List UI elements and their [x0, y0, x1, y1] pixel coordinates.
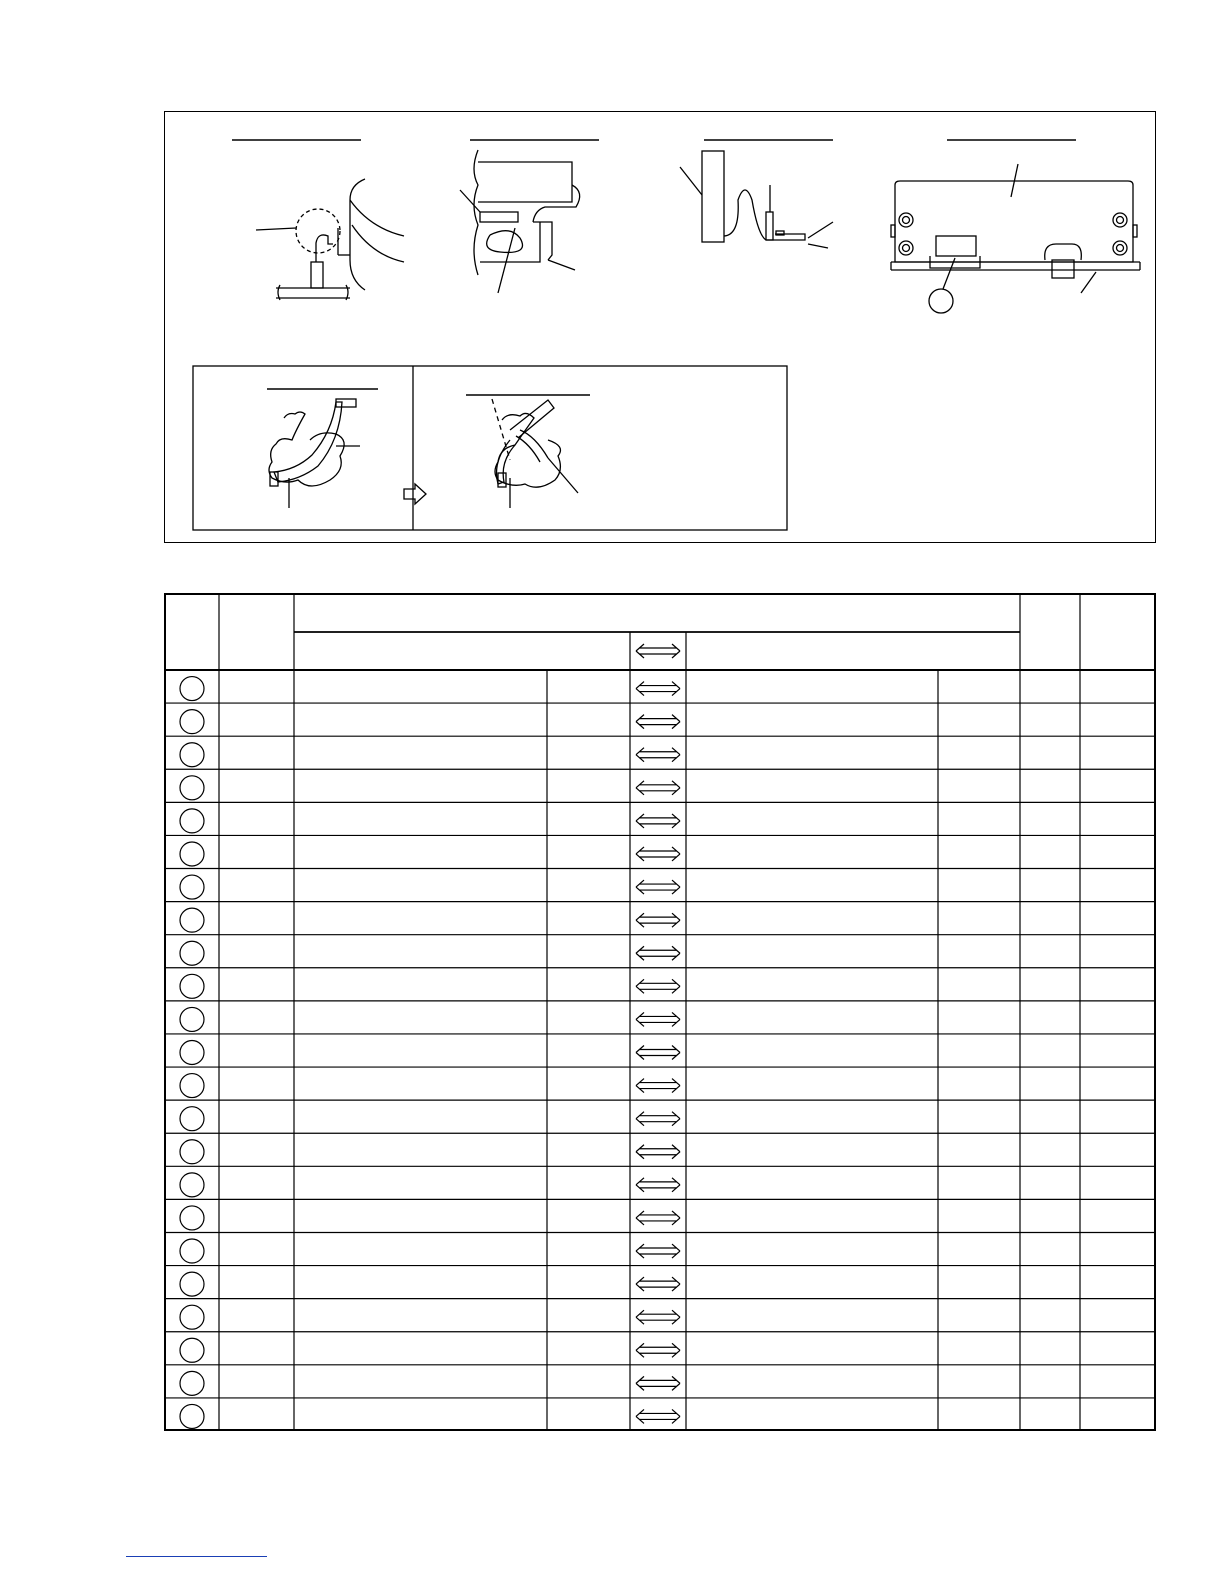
wiring-table [164, 593, 1156, 1431]
footer-link-underline[interactable] [126, 1556, 267, 1557]
detail-1-drawing [232, 140, 404, 300]
detail-3-drawing [680, 140, 833, 248]
detail-4-drawing [891, 140, 1140, 313]
detail-2-drawing [460, 140, 599, 293]
detail-5-6-frame [193, 366, 787, 530]
